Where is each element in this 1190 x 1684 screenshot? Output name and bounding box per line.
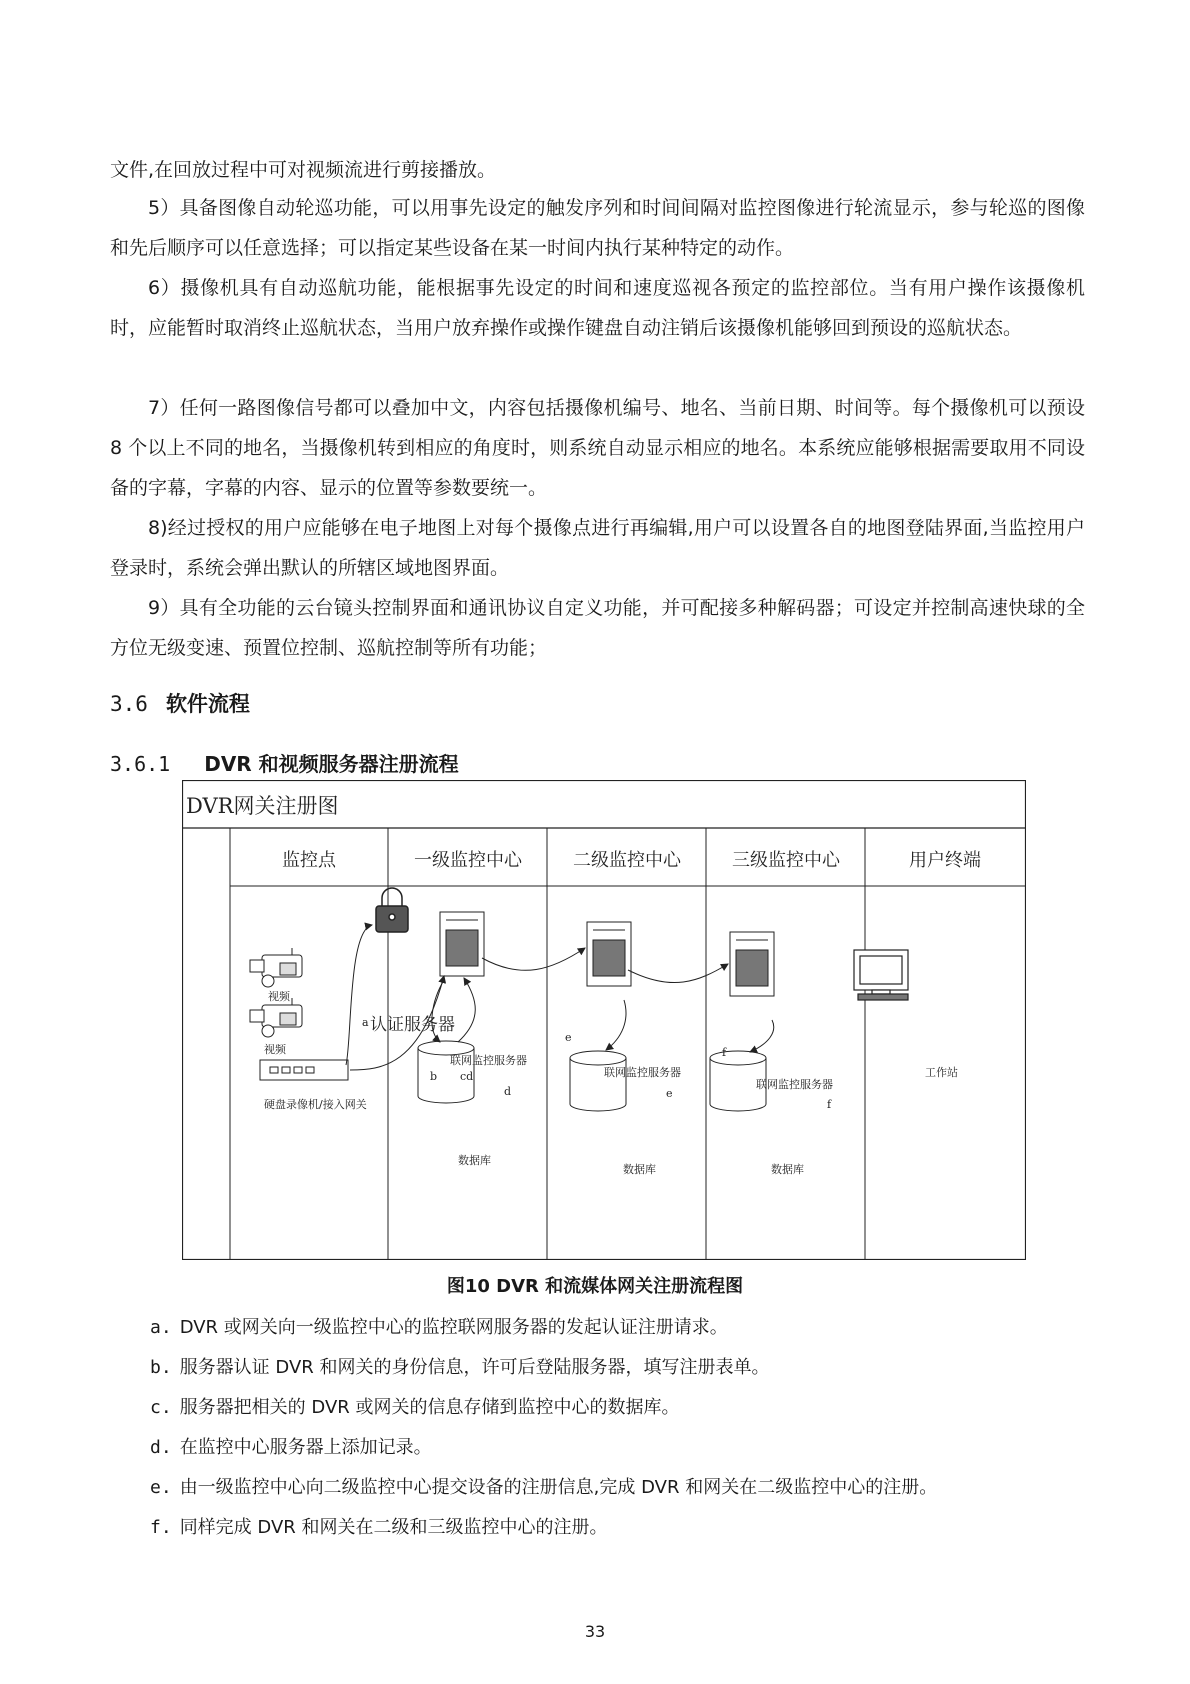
list-item [150, 1308, 937, 1348]
server1-label: 联网监控服务器 [450, 1054, 527, 1067]
subsection-number: 3.6.1 [110, 752, 171, 776]
step-letter: b. [150, 1357, 172, 1378]
diagram-title: DVR网关注册图 [186, 794, 339, 818]
step-text: DVR 或网关向一级监控中心的监控联网服务器的发起认证注册请求。 [179, 1317, 728, 1338]
server-icon [730, 932, 774, 996]
server-icon [440, 912, 484, 976]
arrow-label-f: f [722, 1046, 727, 1059]
paragraph-item-8: 8)经过授权的用户应能够在电子地图上对每个摄像点进行再编辑,用户可以设置各自的地图登陆界面,当监控用户登录时，系统会弹出默认的所辖区域地图界面。 [110, 517, 1085, 579]
paragraph-item-5: 5）具备图像自动轮巡功能，可以用事先设定的触发序列和时间间隔对监控图像进行轮流显示，参与轮巡的图像和先后顺序可以任意选择；可以指定某些设备在某一时间内执行某种特定的动作。 [110, 197, 1085, 259]
arrow-label-d: d [504, 1085, 512, 1098]
list-item [150, 1508, 937, 1548]
step-text: 服务器认证 DVR 和网关的身份信息，许可后登陆服务器，填写注册表单。 [179, 1357, 770, 1378]
arrow-label-e: e [565, 1031, 572, 1044]
step-letter: c. [150, 1397, 172, 1418]
paragraph-item-6: 6）摄像机具有自动巡航功能，能根据事先设定的时间和速度巡视各预定的监控部位。当有用户操作该摄像机时，应能暂时取消终止巡航状态，当用户放弃操作或操作键盘自动注销后该摄像机能够回到预设的巡航状态。 [110, 277, 1085, 339]
paragraph-item-9: 9）具有全功能的云台镜头控制界面和通讯协议自定义功能，并可配接多种解码器；可设定并控制高速快球的全方位无级变速、预置位控制、巡航控制等所有功能； [110, 597, 1085, 659]
video-label: 视频 [264, 1043, 286, 1056]
lane-monitoring-point: 监控点 [282, 850, 336, 871]
step-letter: e. [150, 1477, 172, 1498]
auth-server-label: 认证服务器 [370, 1015, 455, 1035]
subsection-title: DVR 和视频服务器注册流程 [204, 752, 459, 776]
server3-label: 联网监控服务器 [756, 1078, 833, 1091]
section-heading [110, 688, 250, 718]
server2-label: 联网监控服务器 [604, 1066, 681, 1079]
lane-level1-center: 一级监控中心 [414, 850, 522, 871]
lane-level3-center: 三级监控中心 [732, 850, 840, 871]
arrow-label-e2: e [666, 1087, 673, 1100]
registration-diagram [182, 780, 1026, 1260]
dvr-label: 硬盘录像机/接入网关 [264, 1098, 367, 1111]
database2-label: 数据库 [623, 1163, 656, 1176]
dvr-icon [260, 1060, 348, 1080]
database-icon [570, 1051, 626, 1111]
lane-user-terminal: 用户终端 [909, 850, 981, 871]
step-list [150, 1308, 937, 1548]
lane-level2-center: 二级监控中心 [573, 850, 681, 871]
step-text: 由一级监控中心向二级监控中心提交设备的注册信息,完成 DVR 和网关在二级监控中心的注册。 [179, 1477, 938, 1498]
page-number: 33 [584, 1622, 606, 1641]
paragraph-item-7: 7）任何一路图像信号都可以叠加中文，内容包括摄像机编号、地名、当前日期、时间等。每个摄像机可以预设 8 个以上不同的地名，当摄像机转到相应的角度时，则系统自动显示相应的地名。本系统应能够根据需要取用不同设备的字幕，字幕的内容、显示的位置等参数要统一。 [110, 397, 1085, 499]
server-icon [587, 922, 631, 986]
video-label: 视频 [268, 990, 290, 1003]
database1-label: 数据库 [458, 1154, 491, 1167]
paragraph-continuation: 文件,在回放过程中可对视频流进行剪接播放。 [110, 159, 497, 181]
step-text: 在监控中心服务器上添加记录。 [179, 1437, 432, 1458]
arrow-label-b: b [430, 1070, 438, 1083]
step-letter: d. [150, 1437, 172, 1458]
list-item [150, 1428, 937, 1468]
step-letter: a. [150, 1317, 172, 1338]
step-letter: f. [150, 1517, 172, 1538]
workstation-label: 工作站 [925, 1066, 958, 1079]
list-item [150, 1348, 937, 1388]
arrow-label-a: a [362, 1016, 369, 1029]
subsection-heading [110, 748, 459, 777]
section-title: 软件流程 [165, 692, 250, 716]
step-text: 服务器把相关的 DVR 或网关的信息存储到监控中心的数据库。 [179, 1397, 680, 1418]
arrow-label-f2: f [827, 1098, 832, 1111]
section-number: 3.6 [110, 692, 148, 716]
step-text: 同样完成 DVR 和网关在二级和三级监控中心的注册。 [179, 1517, 608, 1538]
list-item [150, 1468, 937, 1508]
figure-caption: 图10 DVR 和流媒体网关注册流程图 [446, 1276, 744, 1297]
database3-label: 数据库 [771, 1163, 804, 1176]
arrow-label-cd: cd [460, 1070, 474, 1083]
list-item [150, 1388, 937, 1428]
